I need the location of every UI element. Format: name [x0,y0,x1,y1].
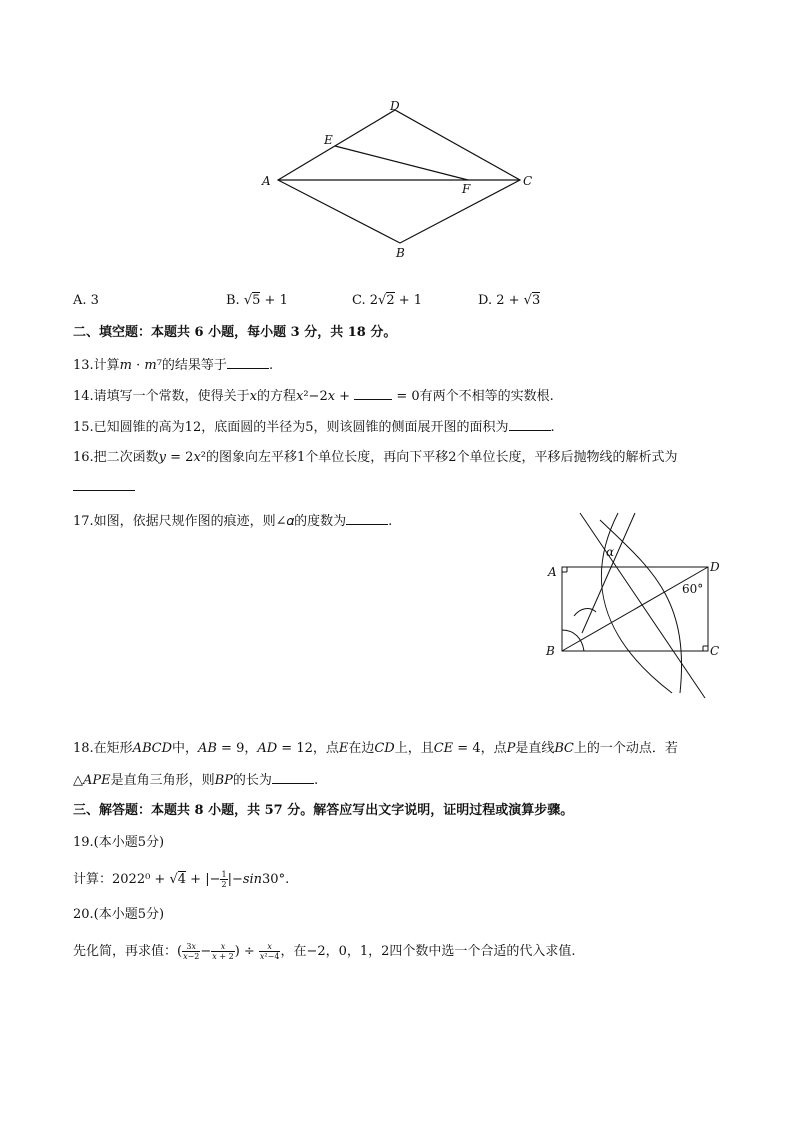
question-18-line2: △𝐴𝑃𝐸是直角三角形，则𝐵𝑃的长为 . [73,773,319,788]
fig2-label-c: C [710,644,720,658]
label-d: D [390,99,400,113]
question-20-title: 20.(本小题5分) [73,907,165,922]
question-18-line1: 18.在矩形𝐴𝐵𝐶𝐷中，𝐴𝐵 = 9，𝐴𝐷 = 12，点𝐸在边𝐶𝐷上，且𝐶𝐸 = 4，点𝑃是直线𝐵𝐶上的一个动点．若 [73,741,678,756]
option-d: D. 2 + √3 [478,293,541,308]
section3-heading: 三、解答题：本题共 8 小题，共 57 分。解答应写出文字说明，证明过程或演算步骤。 [73,803,574,818]
question-16-blank [73,478,135,497]
arc-left [601,513,672,693]
fig2-label-60: 60° [682,582,704,596]
question-14: 14.请填写一个常数，使得关于𝑥的方程𝑥²−2𝑥 + = 0有两个不相等的实数根. [73,389,554,404]
fig2-label-a: A [548,565,557,579]
arc-cross [574,609,596,616]
question-19-title: 19.(本小题5分) [73,835,165,850]
question-17: 17.如图，依据尺规作图的痕迹，则∠𝛼的度数为 . [73,514,393,529]
question-20-expression: 先化简，再求值：( $\frac{\text{3𝑥}}{\text{𝑥−2}}$ − $\frac{\text{𝑥}}{\text{𝑥 + 2}}$ ) ÷ $\frac{\text{𝑥}}{\text{𝑥²−4}}$ ，在−2，0，1，2四个数中选一个合适的代入求值. [73,942,576,961]
bisector-line [580,513,705,698]
label-e: E [324,133,333,147]
option-b: B. √5 + 1 [226,293,288,308]
construction-figure [540,508,730,708]
question-16: 16.把二次函数𝑦 = 2𝑥²的图象向左平移1个单位长度，再向下平移2个单位长度，平移后抛物线的解析式为 [73,450,678,465]
fig2-label-alpha: α [606,545,615,559]
label-f: F [462,182,471,196]
fig2-label-b: B [546,644,555,658]
segment-ef [335,146,468,180]
label-b: B [396,246,405,260]
rhombus-outline [278,110,520,243]
option-a: A. 3 [73,293,99,308]
label-a: A [262,174,271,188]
fig2-label-d: D [710,560,720,574]
question-13: 13.计算𝑚 · 𝑚⁷的结果等于 . [73,358,274,373]
option-c: C. 2√2 + 1 [352,293,423,308]
question-19-expression: 计算：2022⁰ + √4 + |− $\frac{1}{2}$ |−𝑠𝑖𝑛30°. [73,870,290,889]
rhombus-figure [250,95,540,265]
arc-b [562,630,584,651]
question-15: 15.已知圆锥的高为12，底面圆的半径为5，则该圆锥的侧面展开图的面积为 . [73,420,555,435]
label-c: C [523,174,533,188]
section2-heading: 二、填空题：本题共 6 小题，每小题 3 分，共 18 分。 [73,325,397,340]
